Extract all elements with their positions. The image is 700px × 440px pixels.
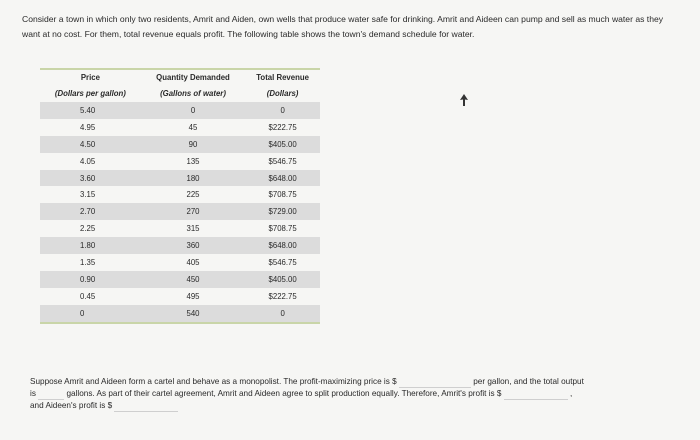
question-line-3 bbox=[30, 400, 690, 412]
quantity-cell: 360 bbox=[141, 237, 245, 254]
price-cell: 1.35 bbox=[40, 254, 141, 271]
question-line-2 bbox=[30, 388, 690, 400]
table-row bbox=[40, 237, 320, 254]
revenue-cell: 0 bbox=[245, 102, 320, 119]
table-row bbox=[40, 305, 320, 322]
price-cell: 5.40 bbox=[40, 102, 141, 119]
table-row bbox=[40, 288, 320, 305]
revenue-cell: $405.00 bbox=[245, 136, 320, 153]
question-text-1b: per gallon, and the total output bbox=[473, 377, 584, 386]
mouse-cursor-icon bbox=[459, 94, 469, 106]
quantity-cell: 180 bbox=[141, 170, 245, 187]
price-cell: 4.95 bbox=[40, 119, 141, 136]
table-row bbox=[40, 170, 320, 187]
question-line-1 bbox=[30, 376, 690, 388]
table-row bbox=[40, 203, 320, 220]
quantity-cell: 135 bbox=[141, 153, 245, 170]
dollar-sign: $ bbox=[392, 377, 397, 386]
price-answer-input[interactable] bbox=[399, 377, 471, 386]
col-subheader-revenue: (Dollars) bbox=[266, 89, 299, 98]
aideen-profit-input[interactable] bbox=[114, 401, 178, 410]
revenue-cell: $648.00 bbox=[245, 170, 320, 187]
table-row bbox=[40, 153, 320, 170]
question-text-2c: , bbox=[570, 389, 573, 398]
table-row bbox=[40, 102, 320, 119]
col-header-revenue: Total Revenue bbox=[256, 73, 309, 82]
quantity-cell: 450 bbox=[141, 271, 245, 288]
table-row bbox=[40, 119, 320, 136]
col-header-price: Price bbox=[80, 73, 100, 82]
question-block bbox=[30, 376, 690, 412]
quantity-cell: 495 bbox=[141, 288, 245, 305]
question-text-3a: and Aideen's profit is bbox=[30, 401, 106, 410]
quantity-cell: 270 bbox=[141, 203, 245, 220]
table-row bbox=[40, 220, 320, 237]
quantity-cell: 0 bbox=[141, 102, 245, 119]
table-row bbox=[40, 136, 320, 153]
question-text-2a: is bbox=[30, 389, 36, 398]
table-row bbox=[40, 254, 320, 271]
price-cell: 3.60 bbox=[40, 170, 141, 187]
revenue-cell: $648.00 bbox=[245, 237, 320, 254]
quantity-cell: 405 bbox=[141, 254, 245, 271]
revenue-cell: $222.75 bbox=[245, 119, 320, 136]
quantity-cell: 315 bbox=[141, 220, 245, 237]
revenue-cell: $222.75 bbox=[245, 288, 320, 305]
price-cell: 0.90 bbox=[40, 271, 141, 288]
question-text-2b: gallons. As part of their cartel agreement, Amrit and Aideen agree to split production equally. Therefore, Amrit's profit is bbox=[66, 389, 495, 398]
quantity-cell: 540 bbox=[141, 305, 245, 322]
intro-paragraph: Consider a town in which only two residents, Amrit and Aiden, own wells that produce water safe for drinking. Amrit and Aideen can pump and sell as much water as they want at no cost. For them, total revenue equals profit. The following table shows the town's demand schedule for water. bbox=[22, 14, 664, 39]
revenue-cell: $729.00 bbox=[245, 203, 320, 220]
revenue-cell: $546.75 bbox=[245, 153, 320, 170]
price-cell: 2.25 bbox=[40, 220, 141, 237]
table-row bbox=[40, 271, 320, 288]
revenue-cell: 0 bbox=[245, 305, 320, 322]
revenue-cell: $708.75 bbox=[245, 186, 320, 203]
revenue-cell: $708.75 bbox=[245, 220, 320, 237]
quantity-cell: 225 bbox=[141, 186, 245, 203]
price-cell: 0.45 bbox=[40, 288, 141, 305]
amrit-profit-input[interactable] bbox=[504, 389, 568, 398]
col-subheader-quantity: (Gallons of water) bbox=[160, 89, 226, 98]
aideen-profit-blank[interactable] bbox=[114, 401, 178, 412]
col-header-quantity: Quantity Demanded bbox=[156, 73, 230, 82]
price-answer-blank[interactable] bbox=[399, 377, 471, 388]
demand-schedule-table bbox=[40, 68, 320, 324]
amrit-profit-blank[interactable] bbox=[504, 389, 568, 400]
question-text-1a: Suppose Amrit and Aideen form a cartel and behave as a monopolist. The profit-maximizing price is bbox=[30, 377, 390, 386]
output-answer-input[interactable] bbox=[38, 389, 64, 398]
output-answer-blank[interactable] bbox=[38, 389, 64, 400]
price-cell: 4.05 bbox=[40, 153, 141, 170]
revenue-cell: $546.75 bbox=[245, 254, 320, 271]
quantity-cell: 45 bbox=[141, 119, 245, 136]
table-row bbox=[40, 186, 320, 203]
revenue-cell: $405.00 bbox=[245, 271, 320, 288]
price-cell: 0 bbox=[40, 305, 141, 322]
dollar-sign: $ bbox=[496, 389, 502, 398]
price-cell: 3.15 bbox=[40, 186, 141, 203]
price-cell: 1.80 bbox=[40, 237, 141, 254]
col-subheader-price: (Dollars per gallon) bbox=[54, 89, 126, 98]
price-cell: 2.70 bbox=[40, 203, 141, 220]
price-cell: 4.50 bbox=[40, 136, 141, 153]
dollar-sign: $ bbox=[107, 401, 113, 410]
quantity-cell: 90 bbox=[141, 136, 245, 153]
